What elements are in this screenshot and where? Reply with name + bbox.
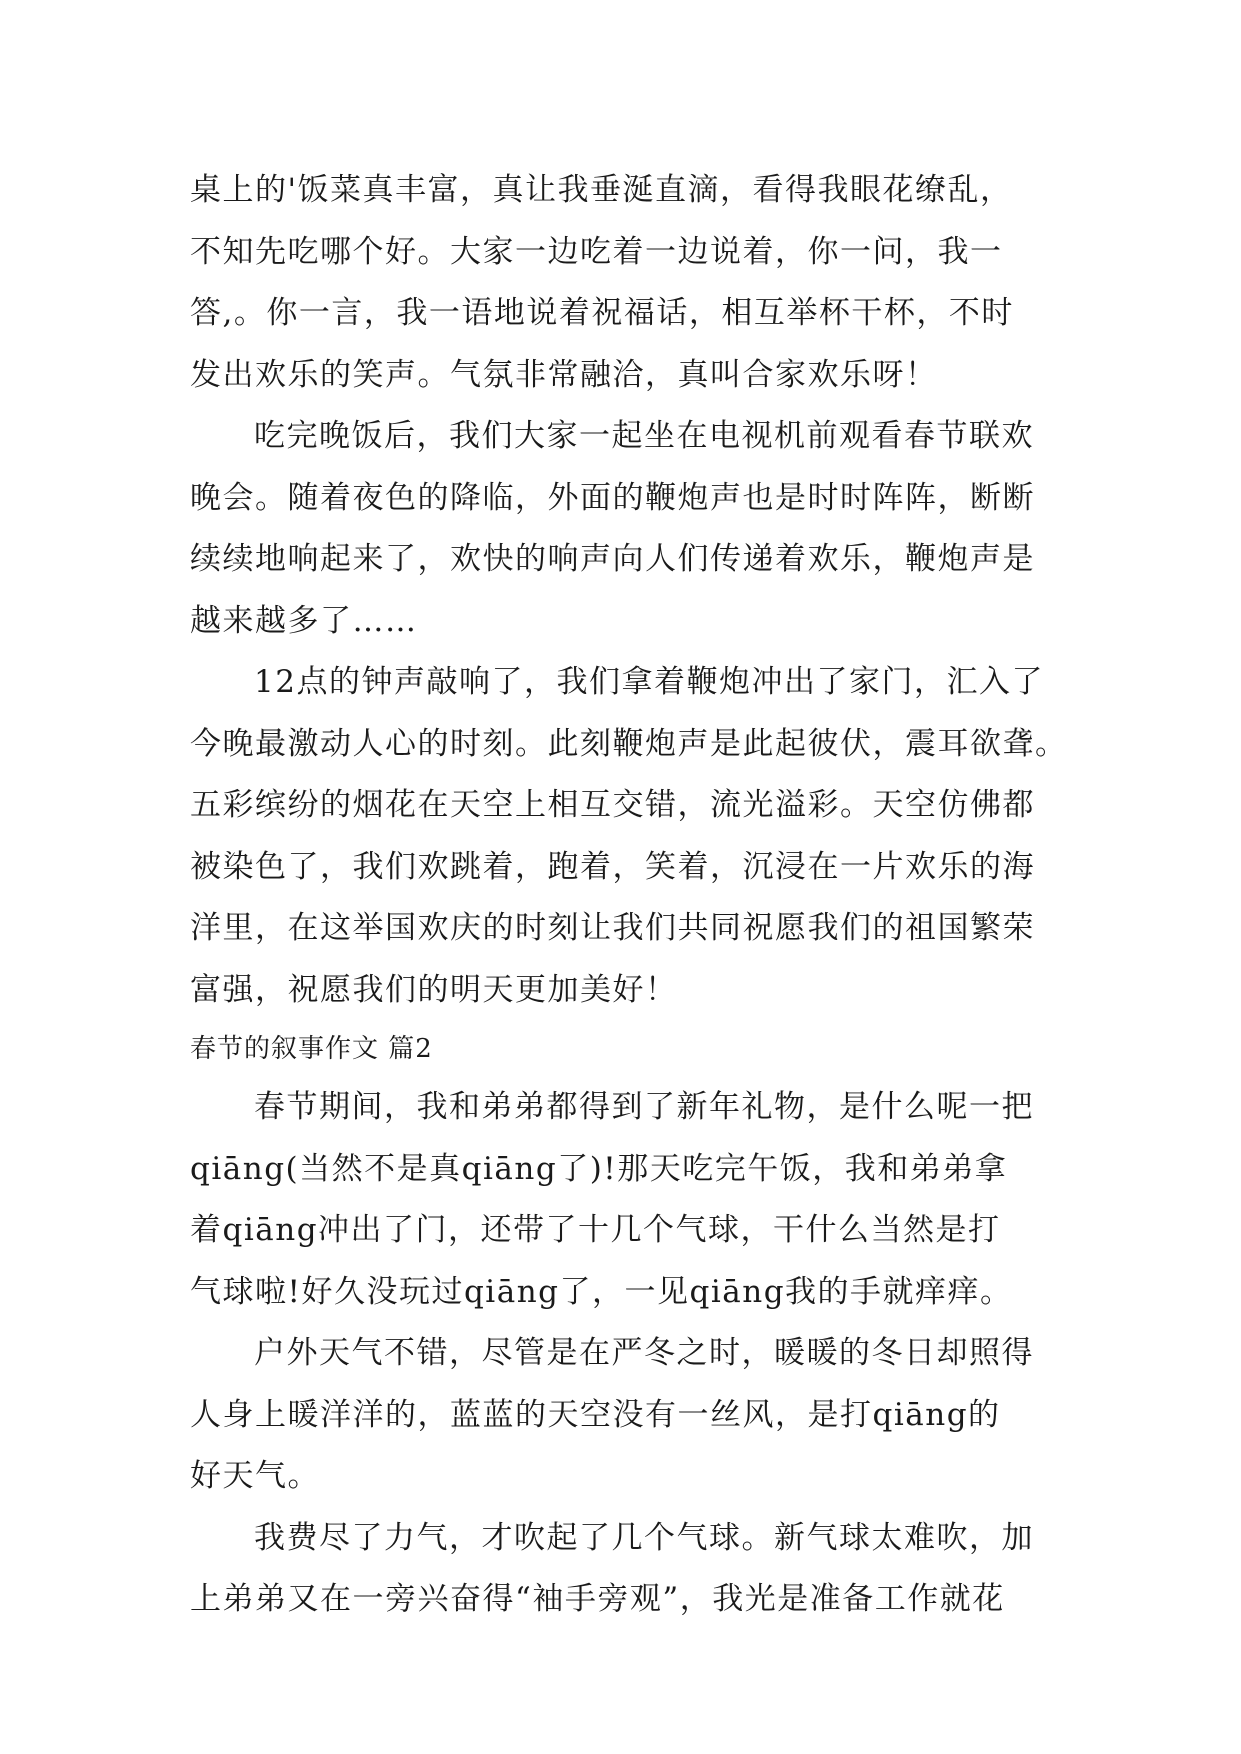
text-line: 洋里，在这举国欢庆的时刻让我们共同祝愿我们的祖国繁荣	[190, 910, 1035, 946]
text-line: 上弟弟又在一旁兴奋得“袖手旁观”，我光是准备工作就花	[190, 1581, 1005, 1617]
text-line: 春节期间，我和弟弟都得到了新年礼物，是什么呢一把	[254, 1089, 1034, 1125]
paragraph-5	[190, 1323, 1050, 1508]
text-line: 晚会。随着夜色的降临，外面的鞭炮声也是时时阵阵，断断	[190, 479, 1035, 516]
section-title: 春节的叙事作文 篇2	[190, 1034, 433, 1064]
text-line: qiāng(当然不是真qiāng了)!那天吃完午饭，我和弟弟拿	[190, 1150, 1008, 1187]
text-line: 发出欢乐的笑声。气氛非常融洽，真叫合家欢乐呀！	[190, 356, 938, 393]
text-line: 人身上暖洋洋的，蓝蓝的天空没有一丝风，是打qiāng的	[190, 1396, 1001, 1433]
text-line: 不知先吃哪个好。大家一边吃着一边说着，你一问，我一	[190, 233, 1003, 270]
text-line: 越来越多了……	[190, 602, 418, 639]
text-line: 五彩缤纷的烟花在天空上相互交错，流光溢彩。天空仿佛都	[190, 787, 1035, 823]
text-line: 富强，祝愿我们的明天更加美好！	[190, 971, 678, 1008]
paragraph-1	[190, 160, 1050, 406]
text-line: 续续地响起来了，欢快的响声向人们传递着欢乐，鞭炮声是	[190, 541, 1035, 577]
document-body	[190, 160, 1068, 1631]
text-line: 着qiāng冲出了门，还带了十几个气球，干什么当然是打	[190, 1212, 1001, 1248]
paragraph-3	[190, 652, 1068, 1021]
text-line: 12点的钟声敲响了，我们拿着鞭炮冲出了家门，汇入了	[254, 664, 1044, 700]
text-line: 好天气。	[190, 1458, 320, 1494]
text-line: 户外天气不错，尽管是在严冬之时，暖暖的冬日却照得	[254, 1335, 1034, 1371]
text-line: 被染色了，我们欢跳着，跑着，笑着，沉浸在一片欢乐的海	[190, 848, 1035, 885]
text-line: 吃完晚饭后，我们大家一起坐在电视机前观看春节联欢	[254, 418, 1034, 454]
text-line: 答,。你一言，我一语地说着祝福话，相互举杯干杯，不时	[190, 295, 1014, 331]
text-line: 我费尽了力气，才吹起了几个气球。新气球太难吹，加	[254, 1519, 1034, 1556]
text-line: 气球啦!好久没玩过qiāng了，一见qiāng我的手就痒痒。	[190, 1273, 1013, 1310]
text-line: 今晚最激动人心的时刻。此刻鞭炮声是此起彼伏，震耳欲聋。	[190, 725, 1068, 762]
paragraph-2	[190, 406, 1050, 652]
paragraph-6	[190, 1508, 1050, 1631]
paragraph-4	[190, 1077, 1050, 1323]
text-line: 桌上的'饭菜真丰富，真让我垂涎直滴，看得我眼花缭乱，	[190, 172, 1013, 208]
